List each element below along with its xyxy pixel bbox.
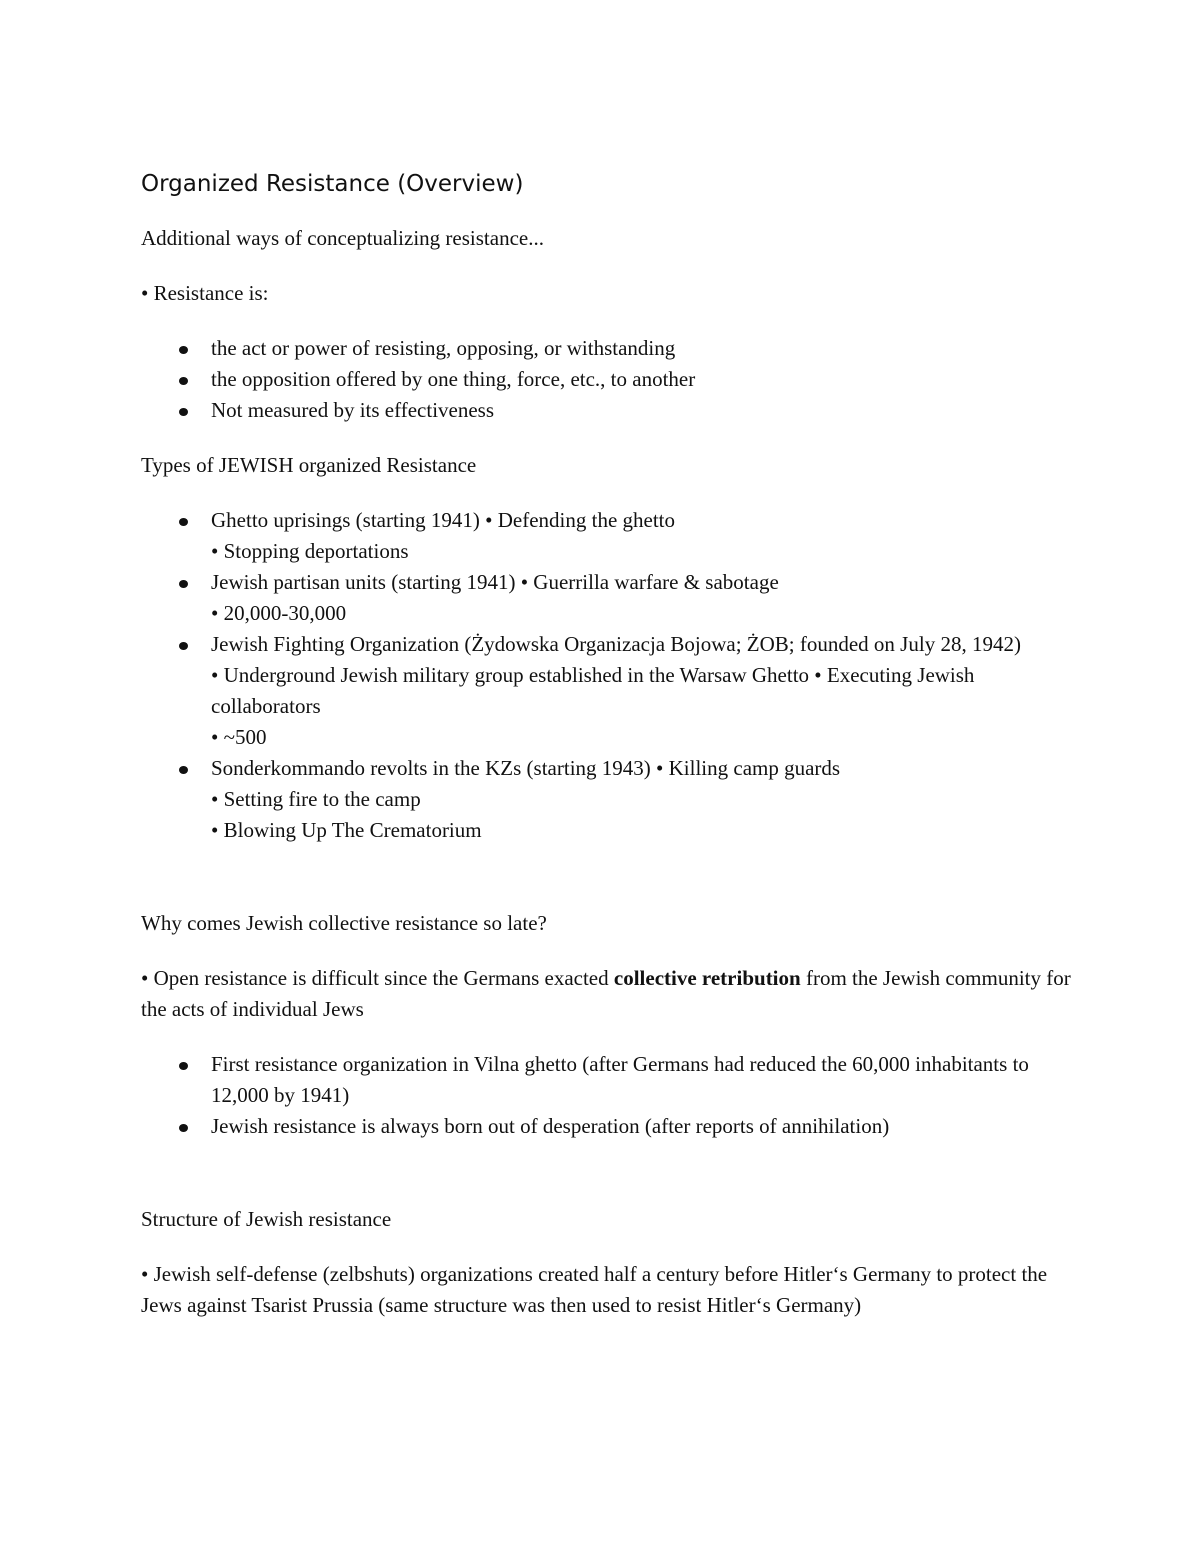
list-item-text: Ghetto uprisings (starting 1941) • Defending the ghetto [211, 508, 676, 532]
list-item-text: Sonderkommando revolts in the KZs (starting 1943) • Killing camp guards [211, 756, 841, 780]
intro-text: Additional ways of conceptualizing resistance... [141, 226, 544, 250]
list-item-text: the opposition offered by one thing, force, etc., to another [211, 367, 696, 391]
list-item [141, 1049, 1071, 1111]
structure-text: • Jewish self-defense (zelbshuts) organizations created half a century before Hitler‘s Germany to protect the Jews against Tsarist Prussia (same structure was then used to resist Hitler‘s Germany) [141, 1262, 1048, 1317]
open-resistance-after: from the Jewish community for the acts of individual Jews [141, 966, 1071, 1021]
list-item-subtext: • Blowing Up The Crematorium [211, 818, 482, 842]
list-item-subtext: • ~500 [211, 725, 267, 749]
bullet-icon [179, 1062, 188, 1070]
structure-heading: Structure of Jewish resistance [141, 1207, 392, 1231]
resistance-is-label: • Resistance is: [141, 281, 269, 305]
list-item-text: First resistance organization in Vilna ghetto (after Germans had reduced the 60,000 inhabitants to 12,000 by 1941) [211, 1052, 1029, 1107]
bullet-icon [179, 346, 188, 354]
bullet-icon [179, 377, 188, 385]
list-item-text: Jewish resistance is always born out of desperation (after reports of annihilation) [211, 1114, 890, 1138]
bullet-icon [179, 580, 188, 588]
list-item-subtext: • Stopping deportations [211, 539, 409, 563]
list-item [141, 1111, 1071, 1142]
types-list [141, 505, 1071, 846]
list-item-subtext: • 20,000-30,000 [211, 601, 347, 625]
document-title: Organized Resistance (Overview) [141, 171, 524, 197]
bullet-icon [179, 408, 188, 416]
list-item [141, 333, 1071, 364]
open-resistance-bold: collective retribution [613, 966, 801, 990]
open-resistance-text [141, 963, 1071, 1025]
list-item [141, 567, 1071, 629]
list-item-subtext: • Underground Jewish military group established in the Warsaw Ghetto • Executing Jewish collaborators [211, 663, 975, 718]
list-item [141, 505, 1071, 567]
why-list [141, 1049, 1071, 1142]
bullet-icon [179, 642, 188, 650]
list-item-text: the act or power of resisting, opposing, or withstanding [211, 336, 676, 360]
list-item-subtext: • Setting fire to the camp [211, 787, 421, 811]
list-item [141, 629, 1071, 753]
types-heading: Types of JEWISH organized Resistance [141, 453, 477, 477]
list-item-text: Jewish Fighting Organization (Żydowska Organizacja Bojowa; ŻOB; founded on July 28, 1942) [211, 632, 1021, 656]
bullet-icon [179, 766, 188, 774]
list-item-text: Jewish partisan units (starting 1941) • Guerrilla warfare & sabotage [211, 570, 779, 594]
document-page [141, 168, 1071, 1321]
list-item [141, 395, 1071, 426]
why-heading: Why comes Jewish collective resistance so late? [141, 911, 547, 935]
bullet-icon [179, 518, 188, 526]
open-resistance-before: • Open resistance is difficult since the Germans exacted [141, 966, 614, 990]
list-item [141, 753, 1071, 846]
list-item-text: Not measured by its effectiveness [211, 398, 495, 422]
list-item [141, 364, 1071, 395]
definitions-list [141, 333, 1071, 426]
bullet-icon [179, 1124, 188, 1132]
